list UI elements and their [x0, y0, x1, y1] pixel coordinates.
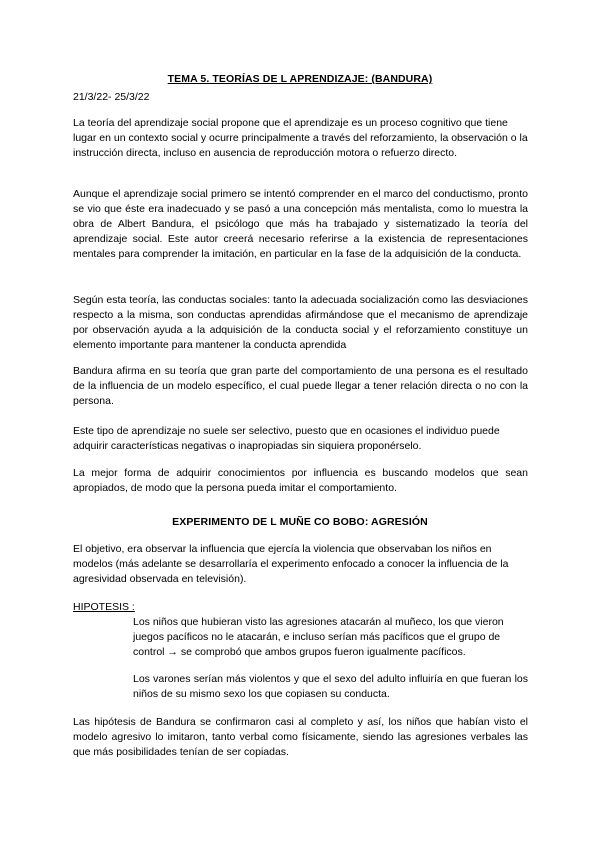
hypothesis-item: Los niños que hubieran visto las agresiones atacarán al muñeco, los que vieron juegos pacíficos no le atacarán, e incluso serían más pacíficos que el grupo de control → se comprobó que ambos grupos fueron igualmente pacíficos.	[133, 616, 504, 658]
paragraph-intro: La teoría del aprendizaje social propone que el aprendizaje es un proceso cognitivo que tiene lugar en un contexto social y ocurre principalmente a través del reforzamiento, la observación o la instrucción directa, incluso en ausencia de reproducción motora o refuerzo directo.	[73, 117, 528, 159]
document-title: TEMA 5. TEORÍAS DE L APRENDIZAJE: (BANDURA)	[167, 73, 433, 85]
experiment-conclusion: Las hipótesis de Bandura se confirmaron casi al completo y así, los niños que habían visto el modelo agresivo lo imitaron, tanto verbal como físicamente, siendo las agresiones verbales las que más posibilidades tenían de ser copiadas.	[73, 716, 528, 758]
paragraph-conductismo: Aunque el aprendizaje social primero se intentó comprender en el marco del conductismo, pronto se vio que éste era inadecuado y se pasó a una concepción más mentalista, como lo muestra la obra de Albert Bandura, el psicólogo que más ha trabajado y sistematizado la teoría del aprendizaje social. Este autor creerá necesario referirse a la existencia de representaciones mentales para comprender la imitación, en particular en la fase de la adquisición de la conducta.	[73, 188, 528, 260]
experiment-title: EXPERIMENTO DE L MUÑE CO BOBO: AGRESIÓN	[172, 516, 428, 528]
experiment-objective: El objetivo, era observar la influencia que ejercía la violencia que observaban los niños en modelos (más adelante se desarrollaría el experimento enfocado a conocer la influencia de la agresividad observada en televisión).	[73, 543, 509, 585]
paragraph-no-selectivo: Este tipo de aprendizaje no suele ser selectivo, puesto que en ocasiones el individuo puede adquirir características negativas o inapropiadas sin siquiera proponérselo.	[73, 425, 500, 452]
hypothesis-item: Los varones serían más violentos y que el sexo del adulto influiría en que fueran los niños de su mismo sexo los que copiasen su conducta.	[133, 673, 528, 700]
paragraph-mejor-forma: La mejor forma de adquirir conocimientos por influencia es buscando modelos que sean apropiados, de modo que la persona pueda imitar el comportamiento.	[73, 467, 528, 494]
document-date: 21/3/22- 25/3/22	[73, 91, 150, 103]
paragraph-conductas-sociales: Según esta teoría, las conductas sociales: tanto la adecuada socialización como las desviaciones respecto a la misma, son conductas aprendidas afirmándose que el mecanismo de aprendizaje por observación ayuda a la adquisición de la conducta social y el reforzamiento constituye un elemento importante para mantener la conducta aprendida	[73, 294, 528, 351]
paragraph-bandura-modelo: Bandura afirma en su teoría que gran parte del comportamiento de una persona es el resultado de la influencia de un modelo específico, el cual puede llegar a tener relación directa o no con la persona.	[73, 365, 528, 407]
hypothesis-label: HIPOTESIS :	[73, 601, 135, 613]
